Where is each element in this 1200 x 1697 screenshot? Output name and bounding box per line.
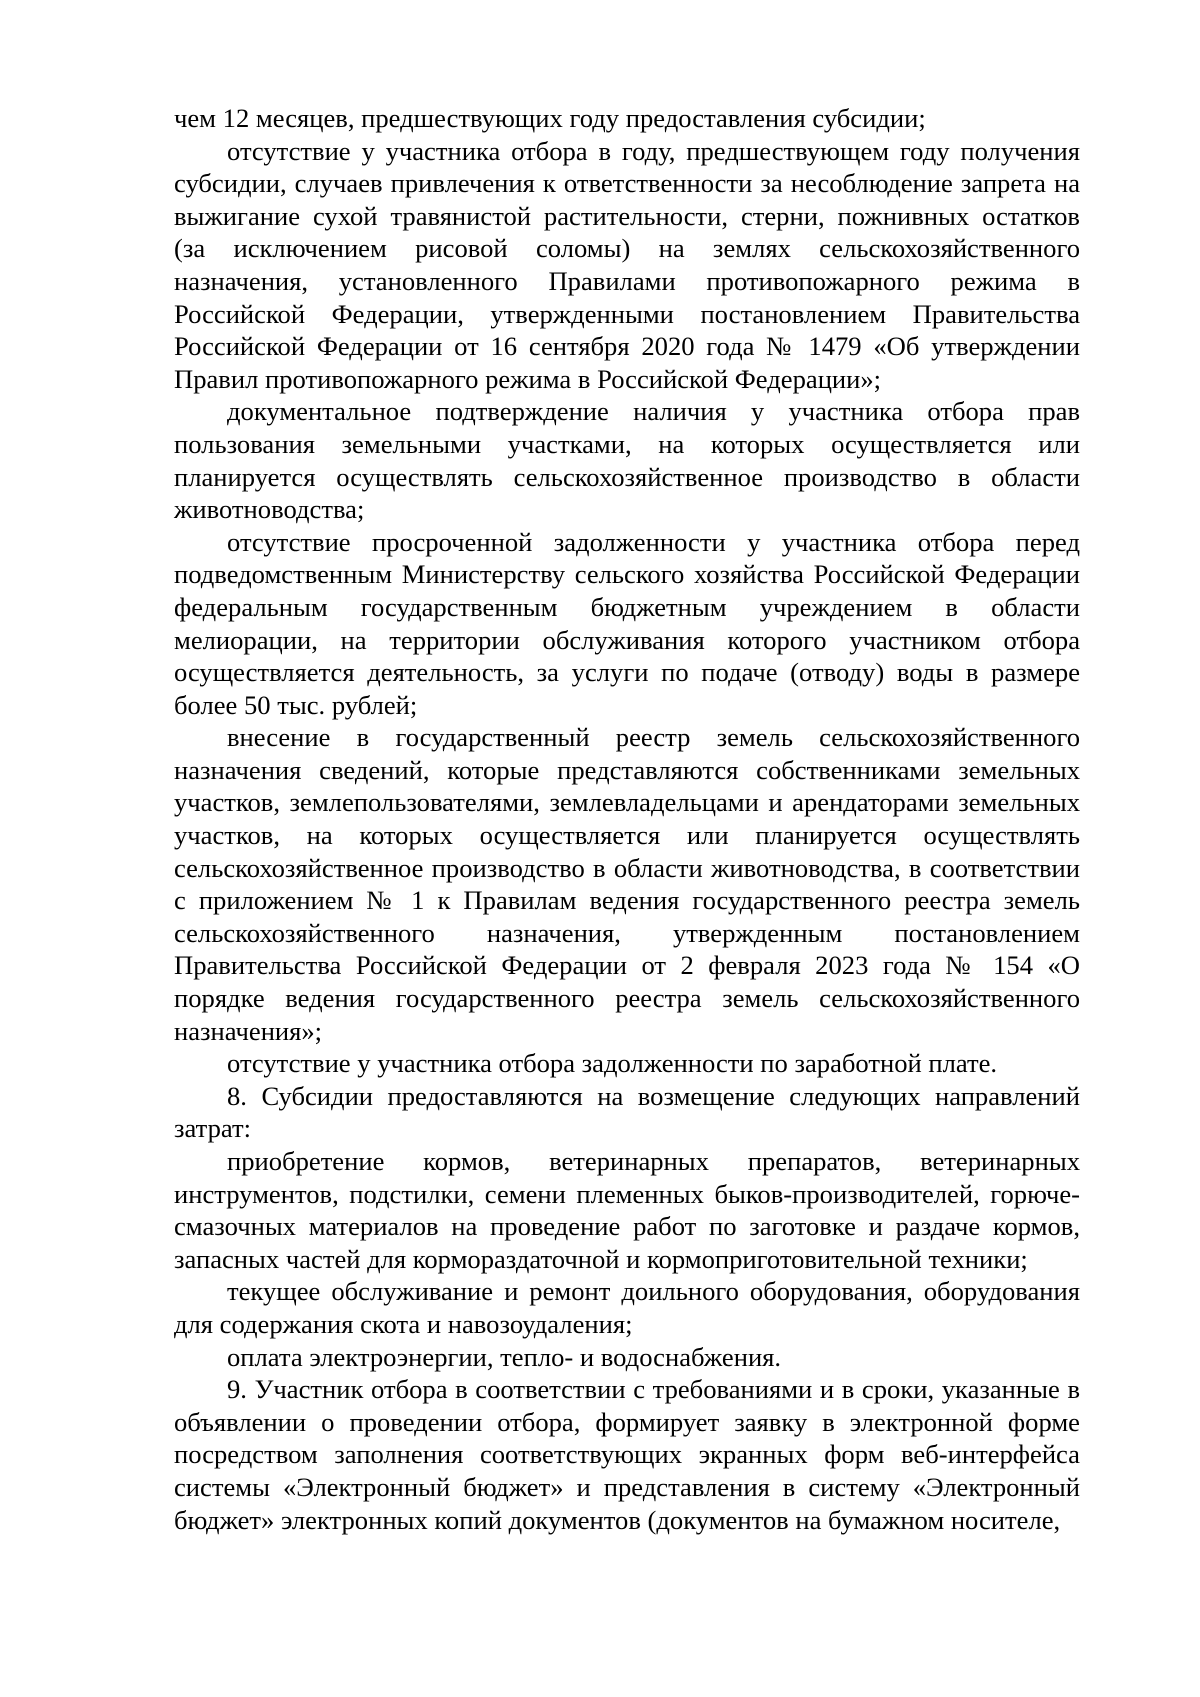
paragraph-continuation: чем 12 месяцев, предшествующих году предоставления субсидии; [174, 103, 926, 133]
paragraph-feed-purchase: приобретение кормов, ветеринарных препаратов, ветеринарных инструментов, подстилки, семени племенных быков-производителей, горюче-смазочных материалов на проведение работ по заготовке и раздаче кормов, запасных частей для кормораздаточной и кормоприготовительной техники; [174, 1146, 1080, 1274]
paragraph-wage-debt: отсутствие у участника отбора задолженности по заработной плате. [227, 1048, 998, 1079]
paragraph-fire-safety-compliance: отсутствие у участника отбора в году, предшествующем году получения субсидии, случаев привлечения к ответственности за несоблюдение запрета на выжигание сухой травянистой растительности, стерни, пожнивных остатков (за исключением рисовой соломы) на землях сельскохозяйственного назначения, установленного Правилами противопожарного режима в Российской Федерации, утвержденными постановлением Правительства Российской Федерации от 16 сентября 2020 года № 1479 «Об утверждении Правил противопожарного режима в Российской Федерации»; [174, 135, 1080, 394]
document-body [174, 102, 1080, 1536]
paragraph-land-rights: документальное подтверждение наличия у участника отбора прав пользования земельными участками, на которых осуществляется или планируется осуществлять сельскохозяйственное производство в области животноводства; [174, 396, 1080, 525]
paragraph-land-registry: внесение в государственный реестр земель сельскохозяйственного назначения сведений, которые представляются собственниками земельных участков, землепользователями, землевладельцами и арендаторами земельных участков, на которых осуществляется или планируется осуществлять сельскохозяйственное производство в области животноводства, в соответствии с приложением № 1 к Правилам ведения государственного реестра земель сельскохозяйственного назначения, утвержденным постановлением Правительства Российской Федерации от 2 февраля 2023 года № 154 «О порядке ведения государственного реестра земель сельскохозяйственного назначения»; [174, 722, 1080, 1046]
paragraph-section-9: 9. Участник отбора в соответствии с требованиями и в сроки, указанные в объявлении о проведении отбора, формирует заявку в электронной форме посредством заполнения соответствующих экранных форм веб-интерфейса системы «Электронный бюджет» и представления в систему «Электронный бюджет» электронных копий документов (документов на бумажном носителе, [174, 1374, 1080, 1535]
paragraph-utilities: оплата электроэнергии, тепло- и водоснабжения. [227, 1341, 782, 1372]
paragraph-equipment-maintenance: текущее обслуживание и ремонт доильного оборудования, оборудования для содержания скота и навозоудаления; [174, 1276, 1080, 1339]
paragraph-section-8: 8. Субсидии предоставляются на возмещение следующих направлений затрат: [174, 1080, 1080, 1144]
paragraph-melioration-debt: отсутствие просроченной задолженности у участника отбора перед подведомственным Министерству сельского хозяйства Российской Федерации федеральным государственным бюджетным учреждением в области мелиорации, на территории обслуживания которого участником отбора осуществляется деятельность, за услуги по подаче (отводу) воды в размере более 50 тыс. рублей; [174, 526, 1080, 720]
